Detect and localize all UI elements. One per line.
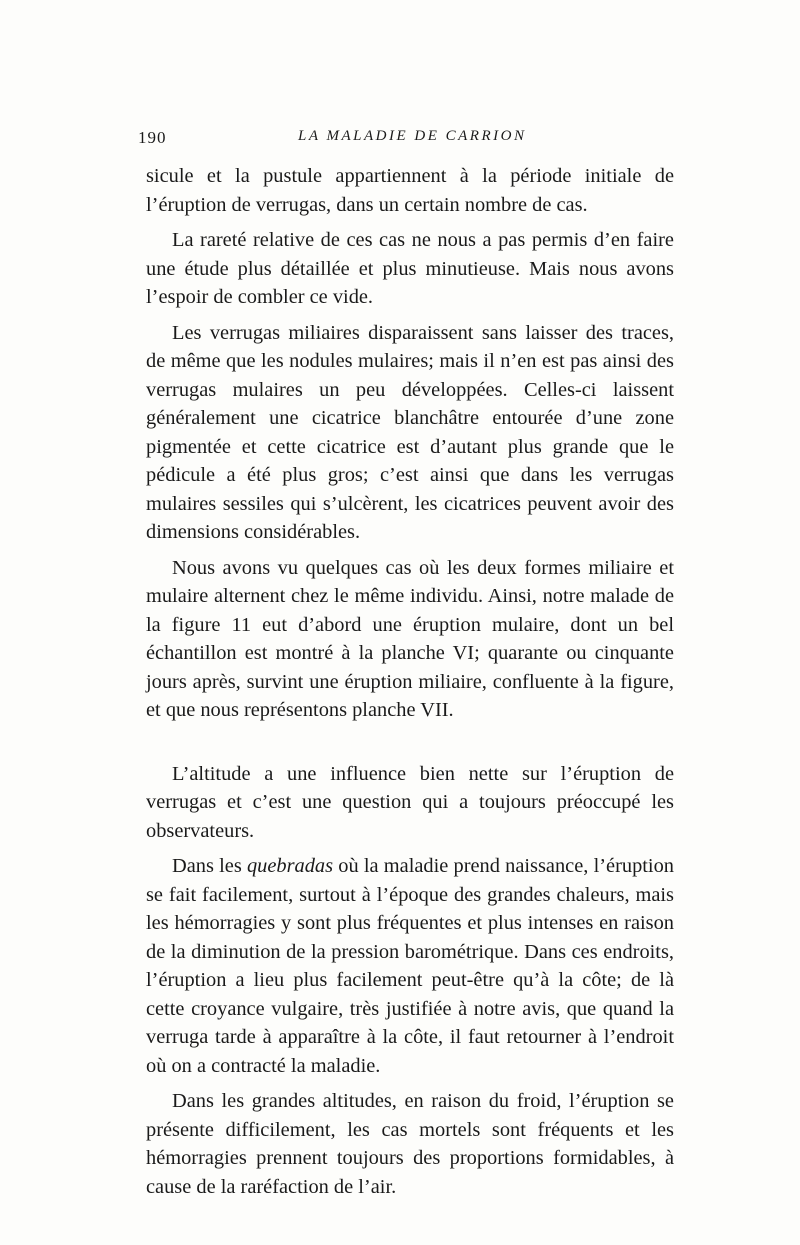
page-number: 190 (138, 128, 167, 147)
running-title: LA MALADIE DE CARRION (298, 128, 527, 144)
paragraph-cicatrices: Les verrugas miliaires disparaissent sans laisser des traces, de même que les nodules mulaires; mais il n’en est pas ainsi des verrugas mulaires un peu développées. Celles-ci laissent généralement une cicatrice blanchâtre entourée d’une zone pigmentée et cette cicatrice est d’autant plus grande que le pédicule a été plus gros; c’est ainsi que dans les verrugas mulaires sessiles qui s’ulcèrent, les cicatrices peuvent avoir des dimensions considérables. (146, 321, 674, 543)
paragraph-rarete: La rareté relative de ces cas ne nous a pas permis d’en faire une étude plus détaillée et plus minutieuse. Mais nous avons l’espoir de combler ce vide. (146, 229, 674, 308)
quebradas-text-after: où la maladie prend naissance, l’éruption se fait facilement, surtout à l’époque des grandes chaleurs, mais les hémorragies y sont plus fréquentes et plus intenses en raison de la diminution de la pression barométrique. Dans ces endroits, l’éruption a lieu plus facilement peut-être qu’à la côte; de là cette croyance vulgaire, très justifiée à notre avis, que quand la verruga tarde à apparaître à la côte, il faut retourner à l’endroit où on a contracté la maladie. (146, 855, 674, 1077)
paragraph-altitude: L’altitude a une influence bien nette sur l’éruption de verrugas et c’est une question qui a toujours préoccupé les observateurs. (146, 762, 674, 842)
page-header (138, 128, 678, 152)
paragraph-quebradas (146, 852, 674, 1080)
quebradas-text-before: Dans les (172, 855, 247, 877)
paragraph-continuation: sicule et la pustule appartiennent à la période initiale de l’éruption de verrugas, dans un certain nombre de cas. (146, 165, 674, 216)
paragraph-grandes-altitudes: Dans les grandes altitudes, en raison du froid, l’éruption se présente difficilement, les cas mortels sont fréquents et les hémorragies prennent toujours des proportions formidables, à cause de la raréfaction de l’air. (146, 1090, 674, 1198)
body-text (146, 162, 674, 1208)
quebradas-italic-term: quebradas (246, 855, 334, 877)
paragraph-formes-alternees: Nous avons vu quelques cas où les deux formes miliaire et mulaire alternent chez le même individu. Ainsi, notre malade de la figure 11 eut d’abord une éruption mulaire, dont un bel échantillon est montré à la planche VI; quarante ou cinquante jours après, survint une éruption miliaire, confluente à la figure, et que nous représentons planche VII. (146, 556, 674, 721)
